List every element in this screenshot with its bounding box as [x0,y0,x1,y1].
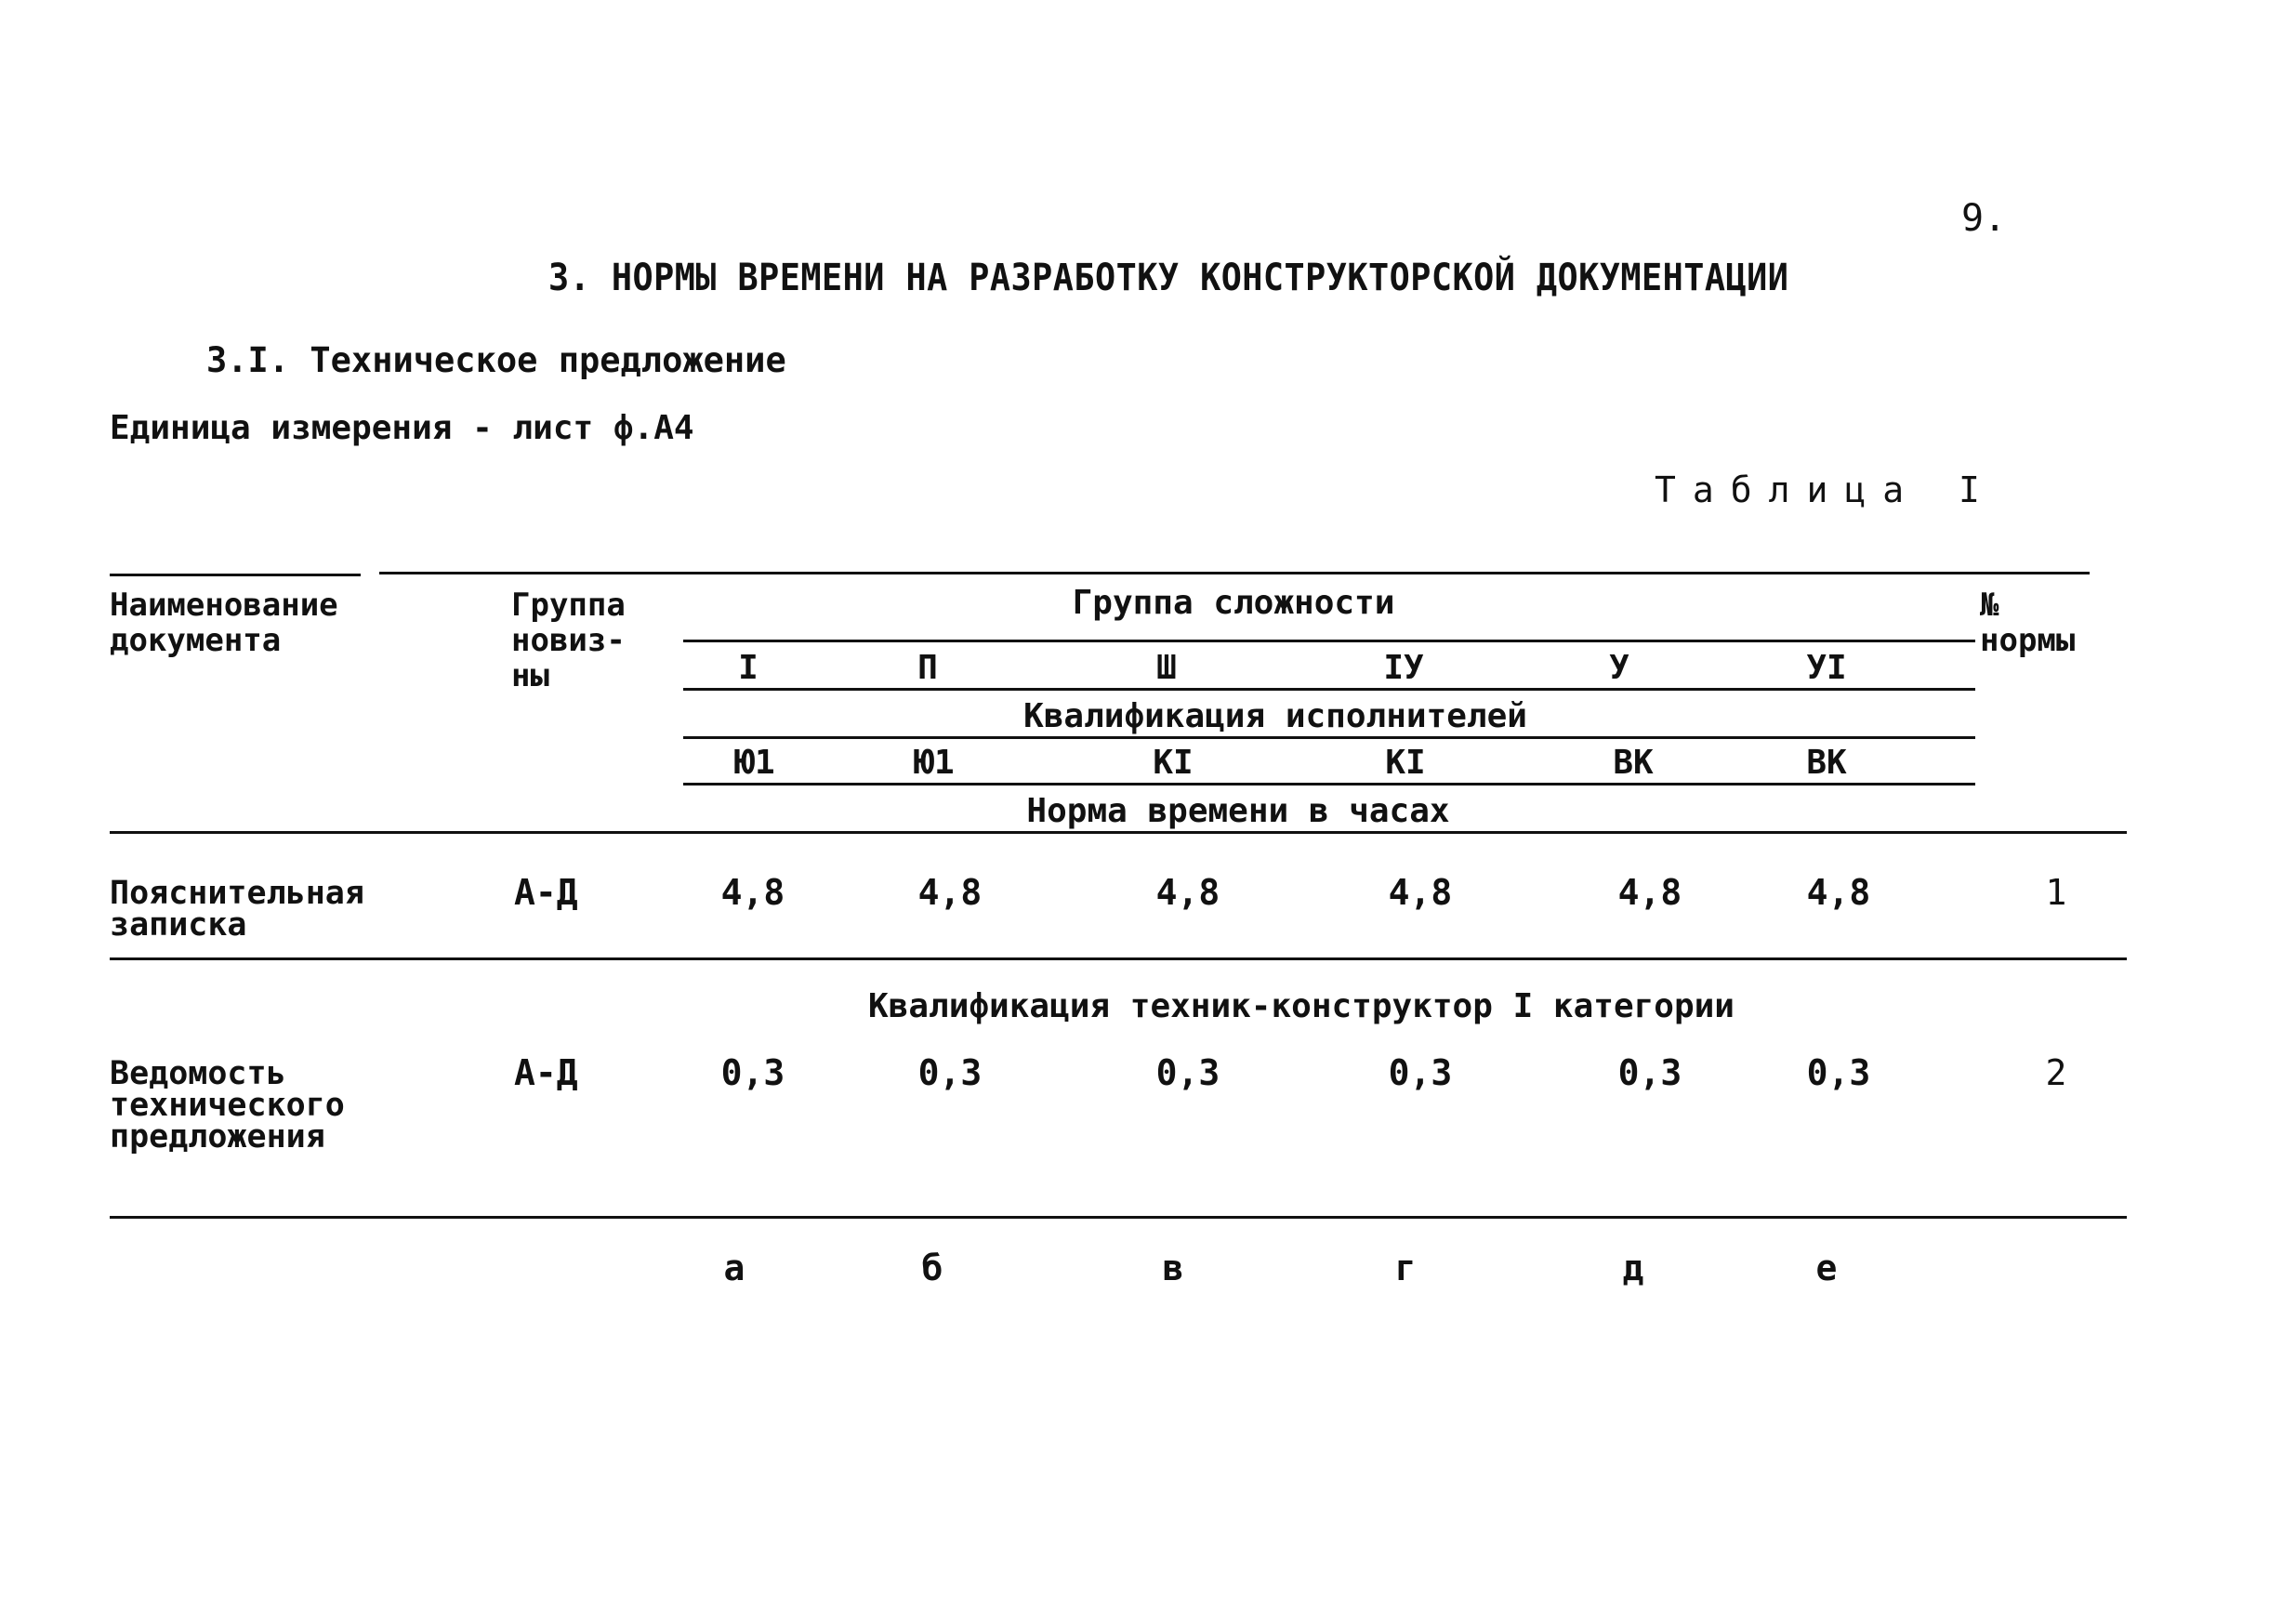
header-time-norm: Норма времени в часах [1026,792,1450,830]
row2-value-b: 0,3 [917,1052,983,1093]
row1-bottom-rule [110,957,2127,960]
complexity-group-4: IУ [1383,649,1424,687]
document-title: 3. НОРМЫ ВРЕМЕНИ НА РАЗРАБОТКУ КОНСТРУКТОРСКОЙ ДОКУМЕНТАЦИИ [548,257,1789,299]
row2-norm-number: 2 [2045,1052,2067,1093]
row1-norm-number: 1 [2045,872,2067,913]
row1-document-name: Пояснительная записка [110,875,364,944]
page-number: 9. [1961,197,2007,240]
row1-novelty-group: А-Д [514,872,578,913]
qualification-bottom-rule [683,783,1975,786]
row2-novelty-group: А-Д [514,1052,578,1093]
complexity-group-1: I [738,649,759,687]
row2-qualification-subheader: Квалификация техник-конструктор I категории [868,987,1735,1025]
header-norm-number: № нормы [1980,587,2076,659]
row2-value-e: 0,3 [1617,1052,1682,1093]
header-qualification: Квалификация исполнителей [1023,697,1527,735]
table-top-rule-right [379,572,2090,574]
column-letter-b: б [921,1248,943,1288]
row2-value-c: 0,3 [1155,1052,1220,1093]
column-letter-f: е [1815,1248,1838,1288]
table-bottom-rule [110,1216,2127,1219]
row1-value-e: 4,8 [1617,872,1682,913]
header-document-name: Наименование документа [110,587,338,659]
complexity-group-2: П [917,649,938,687]
unit-of-measure: Единица измерения - лист ф.А4 [110,409,694,447]
header-complexity-group: Группа сложности [1072,584,1395,622]
column-letter-a: а [723,1248,745,1288]
complexity-group-6: УI [1806,649,1847,687]
qualification-4: KI [1385,744,1426,782]
qualification-top-rule [683,736,1975,739]
complexity-group-3: Ш [1156,649,1177,687]
row1-value-b: 4,8 [917,872,983,913]
row1-value-d: 4,8 [1388,872,1453,913]
column-letter-d: г [1394,1248,1417,1288]
row1-value-a: 4,8 [720,872,785,913]
table-label: Таблица I [1655,469,1997,510]
header-bottom-rule [110,831,2127,834]
column-letter-e: д [1622,1248,1644,1288]
complexity-groups-rule [683,688,1975,691]
row2-value-f: 0,3 [1806,1052,1871,1093]
row2-value-a: 0,3 [720,1052,785,1093]
header-novelty-group: Группа новиз- ны [511,587,626,694]
row1-value-c: 4,8 [1155,872,1220,913]
complexity-header-rule [683,640,1975,642]
complexity-group-5: У [1609,649,1629,687]
section-title: 3.I. Техническое предложение [206,340,786,380]
row1-value-f: 4,8 [1806,872,1871,913]
table-top-rule-left [110,574,361,576]
qualification-5: ВК [1613,744,1654,782]
row2-value-d: 0,3 [1388,1052,1453,1093]
qualification-6: ВК [1806,744,1847,782]
row2-document-name: Ведомость технического предложения [110,1055,345,1155]
qualification-3: KI [1153,744,1194,782]
qualification-2: Ю1 [914,744,955,782]
column-letter-c: в [1162,1248,1184,1288]
qualification-1: Ю1 [734,744,775,782]
